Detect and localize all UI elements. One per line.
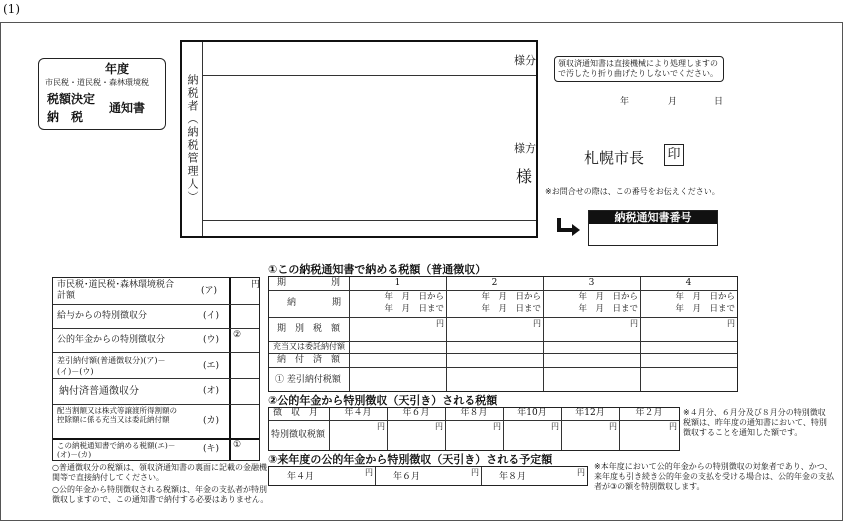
s2-month-2: 年６月 [402, 408, 430, 418]
s2-yen-2: 円 [435, 422, 443, 431]
section2-note: ※４月分、６月分及び８月分の特別徴収税額は、昨年度の通知書において、特別徴収することを通知した額です。 [683, 408, 827, 437]
s3-month-1: 年４月 [287, 472, 315, 482]
date-year: 年 [620, 97, 630, 107]
note-2: ○公的年金から特別徴収される税額は、年金の支払者が特別徴収しますので、この通知書で納付する必要はありません。 [52, 485, 269, 504]
row-e-mark: (オ) [203, 386, 220, 396]
s2-month-6: 年２月 [635, 408, 663, 418]
s1-period-2: 2 [491, 278, 498, 288]
s1-row-nofuzumi: 納 付 済 額 [277, 355, 341, 365]
s1-period-1: 1 [394, 278, 401, 288]
row-c-label: 公的年金からの特別徴収分 [57, 335, 166, 345]
taxpayer-box [180, 40, 538, 238]
row-g-label: この納税通知書で納める税額(エ)－(オ)－(カ) [57, 441, 176, 459]
row-e-label: 納付済普通徴収分 [59, 386, 139, 397]
s2-row-month: 徴 収 月 [273, 408, 319, 418]
title-notice: 通知書 [109, 101, 146, 115]
sama: 様 [516, 167, 533, 186]
row-b-mark: (イ) [203, 311, 220, 321]
section2-table [268, 407, 680, 451]
s1-yen-3: 円 [630, 319, 638, 328]
page-number: (1) [3, 2, 20, 16]
s1-yen-1: 円 [436, 319, 444, 328]
taxpayer-vertical-label: 納税者（納税管理人） [186, 74, 199, 204]
sama-bun: 様分 [514, 54, 536, 67]
section2-title: ②公的年金から特別徴収（天引き）される税額 [268, 394, 498, 407]
title-line2: 納 税 [47, 110, 84, 124]
s2-month-4: 年10月 [517, 408, 547, 418]
s1-row-juutou: 充当又は委託納付額 [273, 342, 345, 351]
s3-yen-1: 円 [365, 468, 373, 477]
year-label: 年度 [105, 62, 130, 76]
tax-types: 市民税・道民税・森林環境税 [45, 78, 149, 87]
section3-note: ※本年度において公的年金からの特別徴収の対象者であり、かつ、来年度も引き続き公的年金の支払を受ける場合は、公的年金の支払者が③の額を特別徴収します。 [594, 462, 834, 491]
mayor-name: 札幌市長 [584, 149, 645, 167]
row-f-label: 配当割額又は株式等譲渡所得割額の控除額に係る充当又は委託納付額 [57, 406, 177, 424]
machine-notice-text: 領収済通知書は直接機械により処理しますので汚したり折り曲げたりしないでください。 [558, 59, 718, 78]
s1-to-4: 年 月 日まで [675, 304, 735, 314]
s1-from-4: 年 月 日から [675, 292, 735, 302]
row-a-mark: (ア) [201, 286, 218, 296]
s1-to-3: 年 月 日まで [578, 304, 638, 314]
s1-to-1: 年 月 日まで [384, 304, 444, 314]
notice-number-label: 納税通知書番号 [589, 211, 717, 224]
s2-yen-3: 円 [493, 422, 501, 431]
s1-col-header: 期 別 [277, 278, 341, 288]
s2-month-5: 年12月 [575, 408, 605, 418]
notice-number-box [588, 210, 718, 246]
s1-yen-4: 円 [727, 319, 735, 328]
date-month: 月 [668, 97, 678, 107]
date-day: 日 [714, 97, 724, 107]
s1-from-1: 年 月 日から [384, 292, 444, 302]
row-d-label: 差引納付額(普通徴収分)(ア)－(イ)－(ウ) [57, 356, 166, 376]
s2-yen-5: 円 [609, 422, 617, 431]
s2-month-1: 年４月 [344, 408, 372, 418]
s2-yen-4: 円 [551, 422, 559, 431]
row-g-mark: (キ) [203, 444, 220, 454]
section1-title: ①この納税通知書で納める税額（普通徴収） [268, 263, 487, 276]
row-d-mark: (エ) [203, 361, 220, 371]
s1-row-kibetsu: 期 別 税 額 [277, 324, 341, 334]
left-table [52, 277, 260, 461]
s1-row-sashihiki: ① 差引納付税額 [275, 375, 341, 385]
row-b-label: 給与からの特別徴収分 [57, 311, 148, 321]
s3-month-2: 年６月 [393, 472, 421, 482]
row-a-label: 市民税･道民税･森林環境税合計額 [57, 280, 175, 301]
s2-row-tax: 特別徴収税額 [271, 430, 326, 440]
s1-yen-2: 円 [533, 319, 541, 328]
s1-from-3: 年 月 日から [578, 292, 638, 302]
row-f-mark: (カ) [203, 416, 220, 426]
mayor-seal: 印 [664, 144, 684, 166]
samagata: 様方 [514, 142, 536, 155]
inquiry-note: ※お問合せの際は、この番号をお伝えください。 [545, 187, 720, 196]
note-1: ○普通徴収分の税額は、領収済通知書の裏面に記載の金融機関等で直接納付してください。 [52, 463, 267, 482]
s1-to-2: 年 月 日まで [481, 304, 541, 314]
row-g-unit: ① [233, 440, 242, 450]
s1-period-3: 3 [588, 278, 595, 288]
row-a-unit: 円 [251, 280, 261, 290]
s2-yen-6: 円 [669, 422, 677, 431]
s2-month-3: 年８月 [460, 408, 488, 418]
machine-notice-box [554, 56, 724, 82]
section3-title: ③来年度の公的年金から特別徴収（天引き）される予定額 [268, 453, 553, 466]
s3-yen-2: 円 [471, 468, 479, 477]
s1-row-nouki: 納 期 [287, 298, 342, 308]
s2-yen-1: 円 [377, 422, 385, 431]
section3-table [268, 466, 588, 486]
title-block [38, 58, 166, 130]
title-line1: 税額決定 [47, 92, 96, 106]
section1-table [268, 276, 738, 392]
s3-month-3: 年８月 [499, 472, 527, 482]
s1-period-4: 4 [685, 278, 692, 288]
s3-yen-3: 円 [577, 468, 585, 477]
arrow-icon [556, 216, 582, 242]
row-c-mark: (ウ) [203, 335, 220, 345]
s1-from-2: 年 月 日から [481, 292, 541, 302]
row-c-unit: ② [233, 330, 242, 340]
